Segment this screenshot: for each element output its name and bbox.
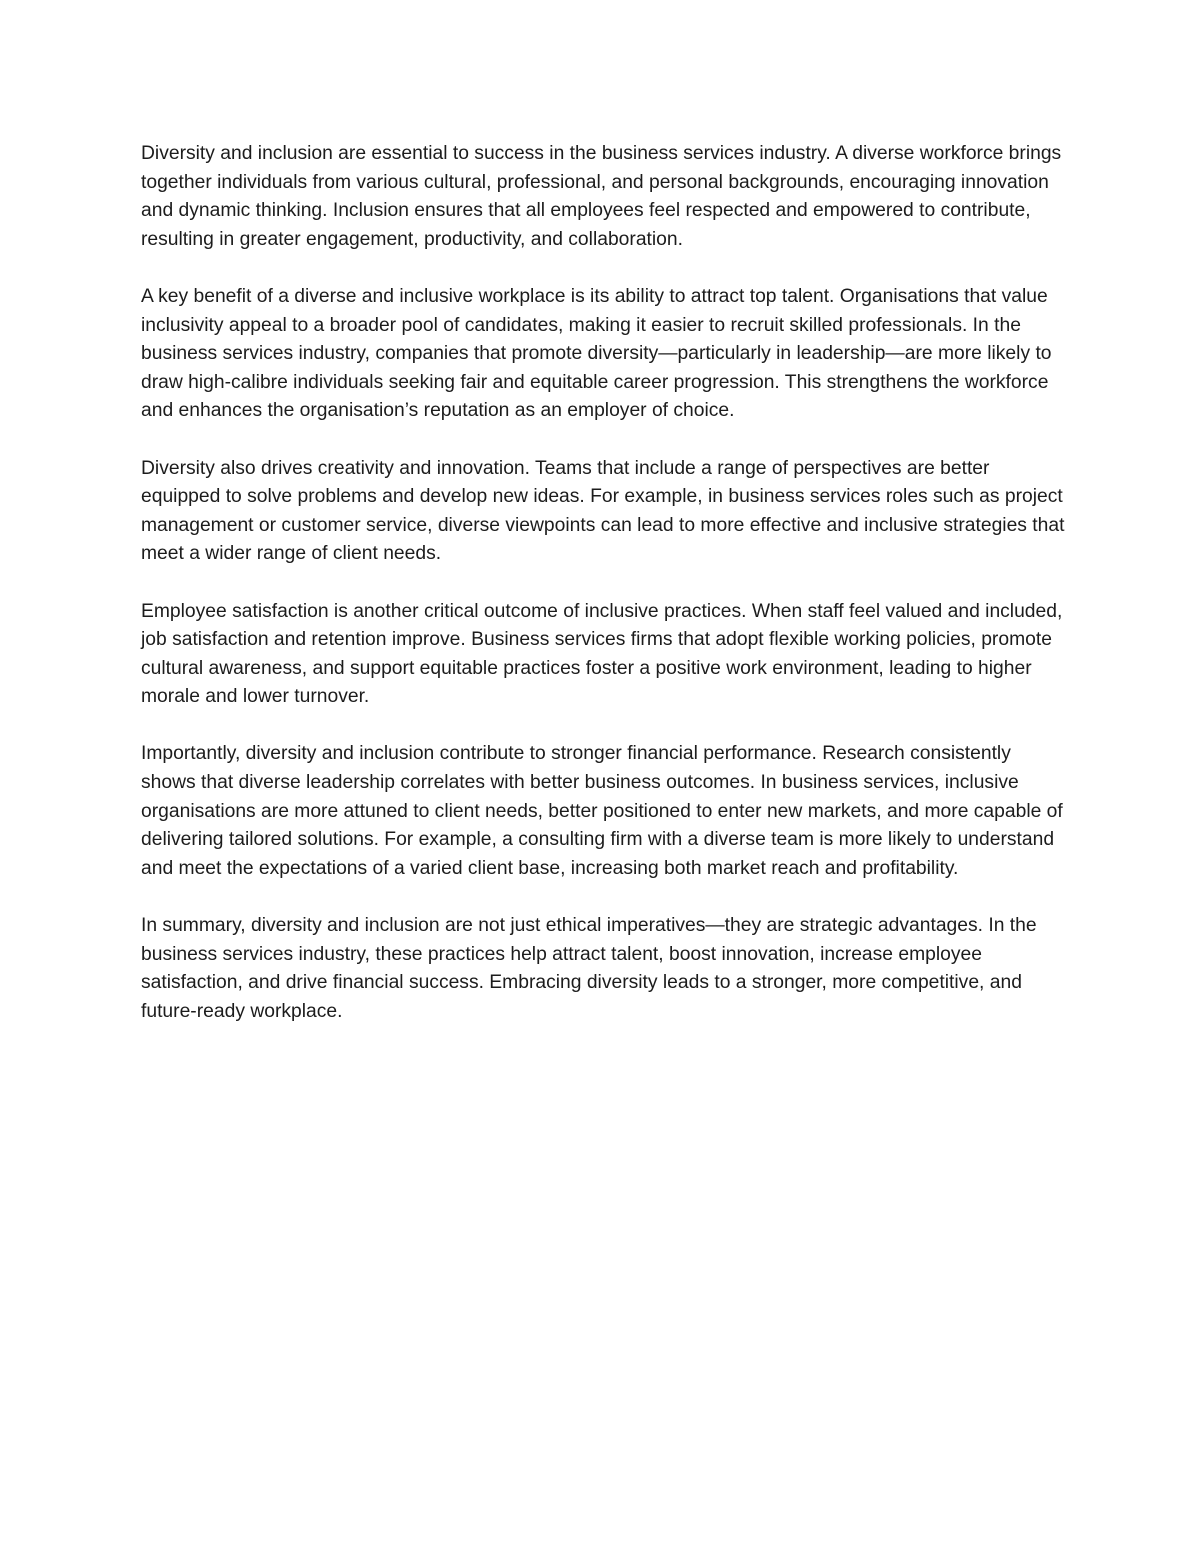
paragraph-financial: Importantly, diversity and inclusion contribute to stronger financial performance. Research consistently shows that diverse leadership correlates with better business outcomes. In business services, inclusive organisations are more attuned to client needs, better positioned to enter new markets, and more capable of delivering tailored solutions. For example, a consulting firm with a diverse team is more likely to understand and meet the expectations of a varied client base, increasing both market reach and profitability. bbox=[141, 743, 1063, 879]
document-body bbox=[141, 140, 1066, 1026]
paragraph-talent: A key benefit of a diverse and inclusive workplace is its ability to attract top talent. Organisations that value inclusivity appeal to a broader pool of candidates, making it easier to recruit skilled professionals. In the business services industry, companies that promote diversity—particularly in leadership—are more likely to draw high-calibre individuals seeking fair and equitable career progression. This strengthens the workforce and enhances the organisation’s reputation as an employer of choice. bbox=[141, 285, 1052, 422]
paragraph-intro: Diversity and inclusion are essential to success in the business services industry. A diverse workforce brings together individuals from various cultural, professional, and personal backgrounds, encouraging innovation and dynamic thinking. Inclusion ensures that all employees feel respected and empowered to contribute, resulting in greater engagement, productivity, and collaboration. bbox=[141, 143, 1062, 250]
paragraph-satisfaction: Employee satisfaction is another critical outcome of inclusive practices. When staff feel valued and included, job satisfaction and retention improve. Business services firms that adopt flexible working policies, promote cultural awareness, and support equitable practices foster a positive work environment, leading to higher morale and lower turnover. bbox=[141, 600, 1063, 708]
paragraph-innovation: Diversity also drives creativity and innovation. Teams that include a range of perspectives are better equipped to solve problems and develop new ideas. For example, in business services roles such as project management or customer service, diverse viewpoints can lead to more effective and inclusive strategies that meet a wider range of client needs. bbox=[141, 457, 1065, 565]
paragraph-summary: In summary, diversity and inclusion are not just ethical imperatives—they are strategic advantages. In the business services industry, these practices help attract talent, boost innovation, increase employee satisfaction, and drive financial success. Embracing diversity leads to a stronger, more competitive, and future-ready workplace. bbox=[141, 915, 1037, 1022]
